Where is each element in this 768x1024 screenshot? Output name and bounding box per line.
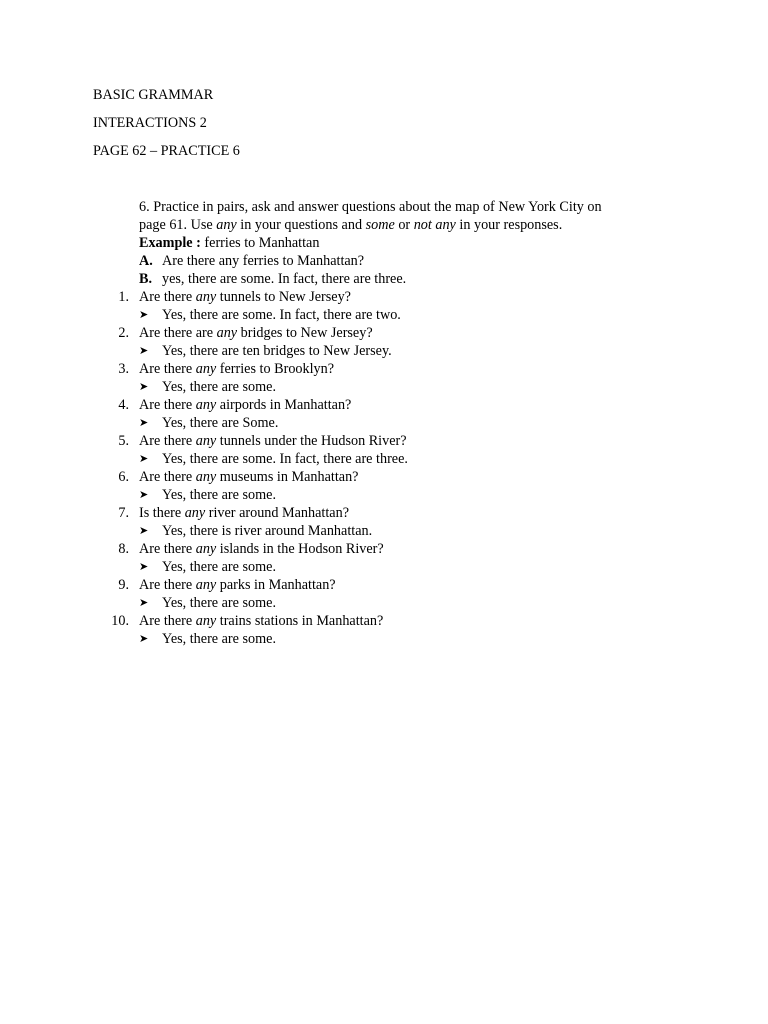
question: 1. Are there any tunnels to New Jersey? [93,288,693,306]
arrowhead-bullet-icon: ➤ [139,380,149,393]
question-number: 4. [118,397,129,413]
example-answer-b: B. yes, there are some. In fact, there are three. [139,271,407,287]
question-number: 2. [118,325,129,341]
question: 2. Are there are any bridges to New Jersey? [93,324,693,342]
example-line: Example : ferries to Manhattan [139,235,320,251]
arrowhead-bullet-icon: ➤ [139,560,149,573]
answer: ➤ Yes, there are some. [139,595,276,611]
answer: ➤ Yes, there are ten bridges to New Jersey. [139,343,392,359]
answer: ➤ Yes, there are some. [139,559,276,575]
question-number: 3. [118,361,129,377]
page-reference: PAGE 62 – PRACTICE 6 [93,143,240,159]
instruction-line-2: page 61. Use any in your questions and some or not any in your responses. [139,217,563,233]
list-item [93,576,693,612]
question-number: 8. [118,541,129,557]
arrowhead-bullet-icon: ➤ [139,596,149,609]
instructions [139,198,679,288]
answer: ➤ Yes, there is river around Manhattan. [139,523,373,539]
answer: ➤ Yes, there are some. In fact, there are three. [139,451,408,467]
example-label: Example : [139,235,201,251]
list-item [93,360,693,396]
arrowhead-bullet-icon: ➤ [139,632,149,645]
arrowhead-bullet-icon: ➤ [139,344,149,357]
list-item [93,504,693,540]
arrowhead-bullet-icon: ➤ [139,452,149,465]
instruction-line-1: 6. Practice in pairs, ask and answer questions about the map of New York City on [139,199,602,215]
question: 6. Are there any museums in Manhattan? [93,468,693,486]
list-item [93,288,693,324]
question: 3. Are there any ferries to Brooklyn? [93,360,693,378]
question-number: 9. [118,577,129,593]
question-number: 6. [118,469,129,485]
answer: ➤ Yes, there are some. In fact, there are two. [139,307,401,323]
course-title: BASIC GRAMMAR [93,87,214,103]
arrowhead-bullet-icon: ➤ [139,308,149,321]
question-number: 7. [118,505,129,521]
answer: ➤ Yes, there are some. [139,487,276,503]
answer: ➤ Yes, there are some. [139,379,276,395]
book-title: INTERACTIONS 2 [93,115,207,131]
list-item [93,324,693,360]
question-list [93,288,693,648]
answer: ➤ Yes, there are Some. [139,415,279,431]
list-item [93,540,693,576]
question-number: 1. [118,289,129,305]
list-item [93,468,693,504]
question-number: 10. [111,613,129,629]
list-item [93,396,693,432]
question: 5. Are there any tunnels under the Hudson River? [93,432,693,450]
question: 8. Are there any islands in the Hodson River? [93,540,693,558]
question-number: 5. [118,433,129,449]
question: 9. Are there any parks in Manhattan? [93,576,693,594]
arrowhead-bullet-icon: ➤ [139,488,149,501]
answer: ➤ Yes, there are some. [139,631,276,647]
question: 4. Are there any airpords in Manhattan? [93,396,693,414]
arrowhead-bullet-icon: ➤ [139,416,149,429]
list-item [93,612,693,648]
example-answer-a: A. Are there any ferries to Manhattan? [139,253,365,269]
question: 7. Is there any river around Manhattan? [93,504,693,522]
question: 10. Are there any trains stations in Manhattan? [93,612,693,630]
arrowhead-bullet-icon: ➤ [139,524,149,537]
list-item [93,432,693,468]
